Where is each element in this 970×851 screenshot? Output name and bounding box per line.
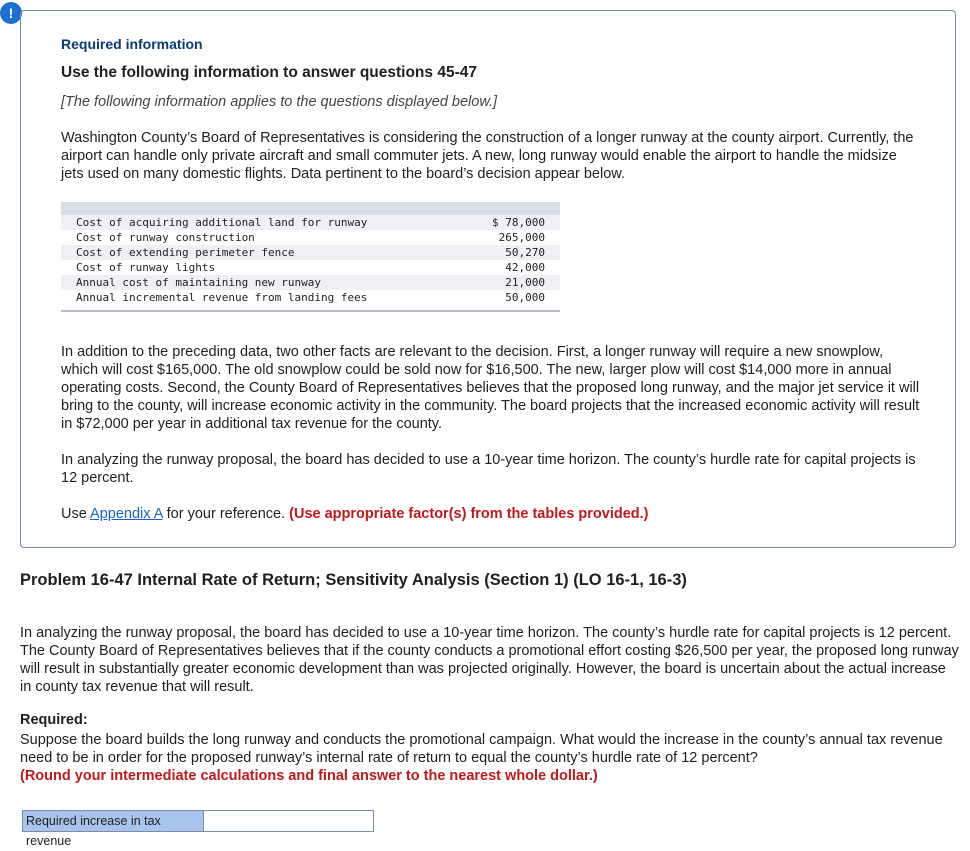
table-row — [61, 275, 560, 290]
cost-amount: 42,000 — [505, 261, 545, 274]
answer-row — [22, 810, 374, 848]
required-question — [20, 731, 960, 785]
cost-amount: 50,000 — [505, 291, 545, 304]
time-horizon-paragraph: In analyzing the runway proposal, the board has decided to use a 10-year time horizon. The county’s hurdle rate for capital projects is 12 percent. — [61, 452, 916, 486]
table-row — [61, 290, 560, 305]
cost-amount: 265,000 — [498, 231, 545, 244]
applies-note: [The following information applies to the questions displayed below.] — [61, 94, 498, 110]
use-mid: for your reference. — [166, 506, 286, 522]
rounding-instruction: (Round your intermediate calculations and final answer to the nearest whole dollar.) — [20, 768, 598, 784]
table-footer-rule — [61, 305, 560, 311]
alert-icon: ! — [0, 2, 22, 24]
tax-revenue-answer-input[interactable] — [204, 811, 373, 831]
table-row — [61, 215, 560, 230]
use-prefix: Use — [61, 506, 87, 522]
cost-amount: $ 78,000 — [430, 215, 560, 230]
use-factors-instruction: (Use appropriate factor(s) from the tables provided.) — [289, 506, 649, 522]
answer-label: Required increase in tax revenue — [23, 811, 204, 831]
table-row — [61, 260, 560, 275]
cost-label: Annual incremental revenue from landing fees — [76, 291, 368, 304]
cost-label: Annual cost of maintaining new runway — [61, 275, 430, 290]
required-question-text: Suppose the board builds the long runway and conducts the promotional campaign. What would the increase in the county’s annual tax revenue need to be in order for the proposed runway’s internal rate of return to equal the county’s hurdle rate of 12 percent? — [20, 732, 943, 766]
use-following-heading: Use the following information to answer questions 45-47 — [61, 64, 477, 81]
problem-title: Problem 16-47 Internal Rate of Return; Sensitivity Analysis (Section 1) (LO 16-1, 16-3) — [20, 571, 687, 589]
appendix-reference — [61, 505, 921, 523]
cost-amount: 50,270 — [430, 245, 560, 260]
required-information-heading: Required information — [61, 36, 203, 52]
problem-text: In analyzing the runway proposal, the board has decided to use a 10-year time horizon. The county’s hurdle rate for capital projects is 12 percent. The County Board of Representatives believes that if the county conducts a promotional effort costing $26,500 per year, the proposed long runway will result in substantially greater economic development than was projected originally. However, the board is uncertain about the actual increase in county tax revenue that will result. — [20, 625, 959, 695]
cost-label: Cost of extending perimeter fence — [61, 245, 430, 260]
additional-facts-paragraph: In addition to the preceding data, two other facts are relevant to the decision. First, a longer runway will require a new snowplow, which will cost $165,000. The old snowplow could be sold now for $16,500. The new, larger plow will cost $14,000 more in annual operating costs. Second, the County Board of Representatives believes that the proposed long runway, and the major jet service it will bring to the county, will increase economic activity in the community. The board projects that the increased economic activity will result in $72,000 per year in additional tax revenue for the county. — [61, 344, 920, 432]
table-row — [61, 230, 560, 245]
table-header-bar — [61, 202, 560, 215]
appendix-a-link[interactable]: Appendix A — [90, 506, 163, 522]
cost-label: Cost of acquiring additional land for runway — [61, 215, 430, 230]
intro-paragraph: Washington County’s Board of Representatives is considering the construction of a longer runway at the county airport. Currently, the airport can handle only private aircraft and small commuter jets. A new, long runway would enable the airport to handle the midsize jets used on many domestic flights. Data pertinent to the board’s decision appear below. — [61, 130, 914, 182]
required-label: Required: — [20, 712, 88, 728]
table-row — [61, 245, 560, 260]
cost-label: Cost of runway construction — [76, 231, 255, 244]
cost-data-table — [61, 202, 560, 312]
cost-label: Cost of runway lights — [76, 261, 216, 274]
cost-amount: 21,000 — [430, 275, 560, 290]
